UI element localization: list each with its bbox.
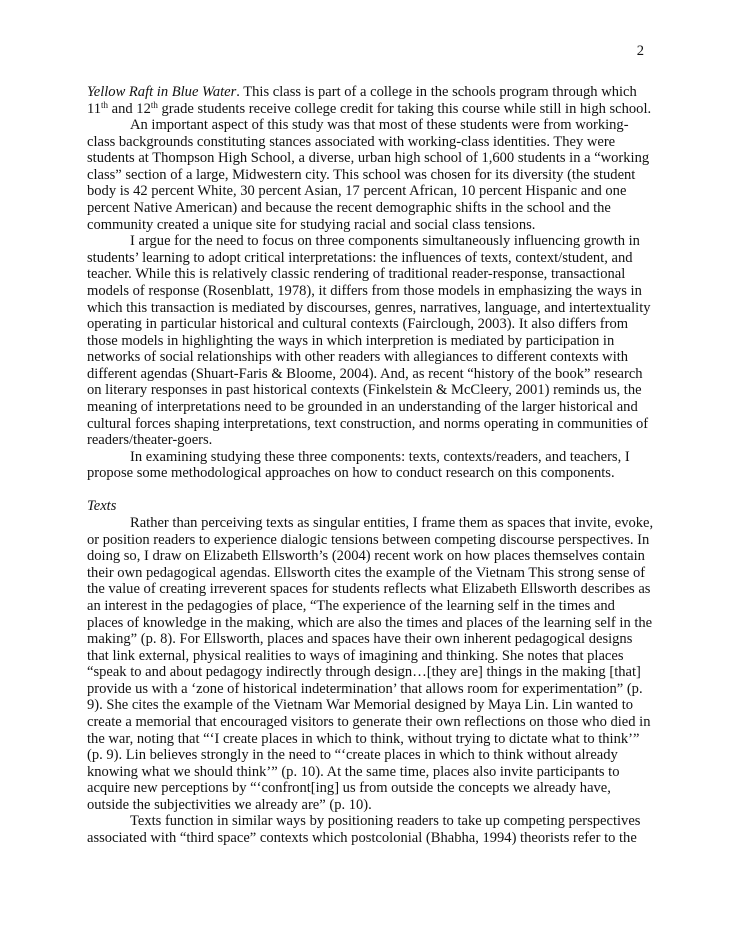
text-line: Yellow Raft in Blue Water. This class is part of a college in the schools program through which [87,84,637,100]
text-line: Rather than perceiving texts as singular entities, I frame them as spaces that invite, evoke, [130,515,654,532]
text-line: students at Thompson High School, a diverse, urban high school of 1,600 students in a “working [87,150,650,167]
text-line: body is 42 percent White, 30 percent Asian, 17 percent African, 10 percent Hispanic and one [87,183,627,200]
text-line: readers/theater-goers. [87,432,213,449]
text-line: percent Native American) and because the recent demographic shifts in the school and the [87,200,611,217]
paragraph [87,117,653,233]
paragraph [87,515,653,813]
text-line: an interest in the pedagogies of place, “The experience of the learning self in the times and [87,597,615,614]
paragraph [87,233,653,449]
text-line: networks of social relationships with other readers with allegiances to different contexts with [87,349,629,366]
text-line: students’ learning to adopt critical interpretations: the influences of texts, context/student, and [87,249,633,266]
text-line: 9). She cites the example of the Vietnam War Memorial designed by Maya Lin. Lin wanted to [87,697,634,714]
text-line: on literary responses in past historical contexts (Finkelstein & McCleery, 2001) reminds us, the [87,382,642,399]
text-line: acquire new perceptions by “‘confront[ing] us from outside the concepts we already have, [87,780,611,797]
text-line: the war, noting that “‘I create places in which to think, without trying to dictate what to think’” [87,730,640,747]
text-line: Texts function in similar ways by positioning readers to take up competing perspectives [130,813,641,830]
text-line: the value of creating irreverent spaces for students reflects what Elizabeth Ellsworth describes as [87,581,651,598]
text-line: In examining studying these three components: texts, contexts/readers, and teachers, I [130,448,630,465]
text-line: making” (p. 8). For Ellsworth, places and spaces have their own inherent pedagogical designs [87,631,633,648]
text-line: An important aspect of this study was that most of these students were from working- [130,117,629,134]
text-line: 11th and 12th grade students receive college credit for taking this course while still in high school. [87,99,652,117]
text-line: associated with “third space” contexts which postcolonial (Bhabha, 1994) theorists refer to the [87,830,637,847]
text-line: knowing what we should think’” (p. 10). At the same time, places also invite participants to [87,763,620,780]
text-line: class backgrounds constituting stances associated with working-class identities. They were [87,133,616,150]
text-line: (p. 9). Lin believes strongly in the need to “‘create places in which to think without already [87,747,618,764]
text-line: I argue for the need to focus on three components simultaneously influencing growth in [130,233,640,250]
text-line: operating in particular historical and cultural contexts (Fairclough, 2003). It also differs from [87,316,629,333]
text-line: create a memorial that encouraged visitors to generate their own reflections on those who died in [87,713,651,730]
text-line: doing so, I draw on Elizabeth Ellsworth’s (2004) recent work on how places themselves contain [87,548,645,565]
text-line: teacher. While this is relatively classic rendering of traditional reader-response, transactional [87,266,626,283]
paragraph [87,449,653,482]
paragraph [87,813,653,846]
page-number: 2 [636,43,644,59]
document-body [87,84,653,847]
text-line: places of knowledge in the making, which are also the times and places of the learning self in the [87,614,653,631]
blank-line [87,482,653,499]
text-line: their own pedagogical agendas. Ellsworth cites the example of the Vietnam This strong sense of [87,564,646,581]
text-line: meaning of interpretations need to be grounded in an understanding of the larger historical and [87,398,638,415]
text-line: “speak to and about pedagogy indirectly through design…[they are] things in the making [that] [87,664,641,681]
text-line: class” section of a large, Midwestern city. This school was chosen for its diversity (the student [87,166,636,183]
text-line: propose some methodological approaches on how to conduct research on this components. [87,465,615,482]
text-line: models of response (Rosenblatt, 1978), it differs from those models in emphasizing the ways in [87,282,642,299]
text-line: outside the subjectivities we already are” (p. 10). [87,796,372,813]
text-line: which this transaction is mediated by discourses, genres, narratives, language, and intertextuality [87,299,651,316]
section-heading: Texts [87,498,117,515]
text-line: community created a unique site for studying racial and social class tensions. [87,216,536,233]
text-line: provide us with a ‘zone of historical indetermination’ that allows room for experimentation” (p. [87,680,643,697]
text-line: that link external, physical realities to ways of imagining and thinking. She notes that places [87,647,624,664]
text-line: or position readers to experience dialogic tensions between competing discourse perspectives. In [87,531,650,548]
text-line: cultural forces shaping interpretations, text construction, and norms operating in communities of [87,415,649,432]
text-line: those models in highlighting the ways in which interpretion is mediated by participation in [87,332,615,349]
book-title: Yellow Raft in Blue Water [87,84,237,100]
text-line: different agendas (Shuart-Faris & Bloome, 2004). And, as recent “history of the book” research [87,365,643,382]
